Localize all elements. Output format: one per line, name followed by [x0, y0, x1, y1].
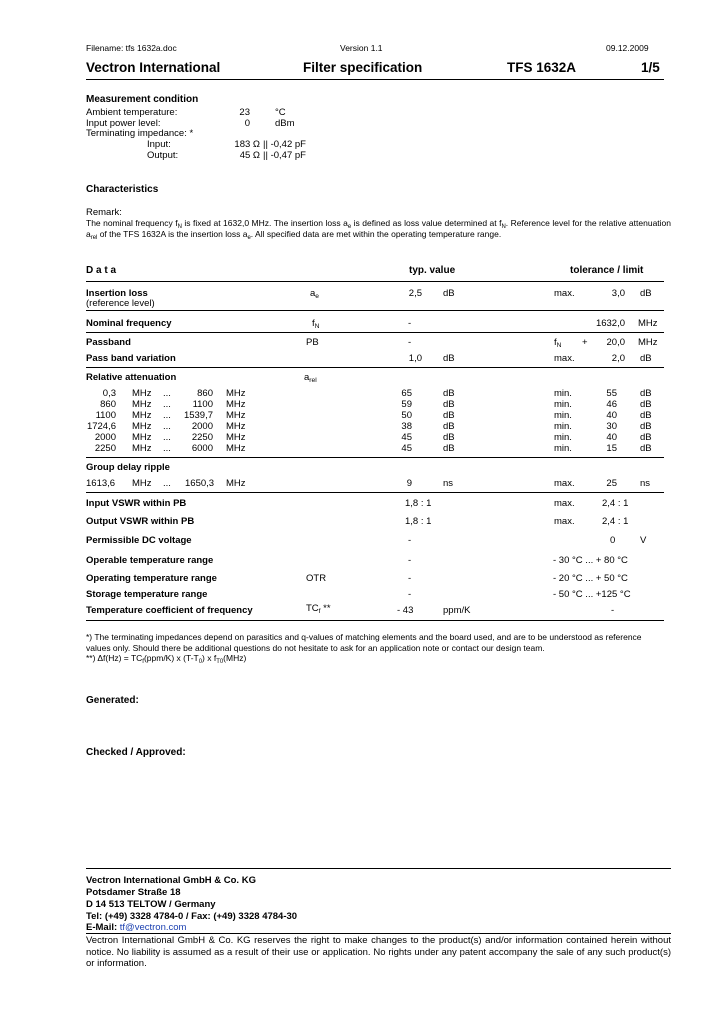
power-unit: dBm: [275, 118, 295, 129]
storage-temp-label: Storage temperature range: [86, 589, 208, 600]
nominal-frequency-symbol: $f_N$: [312, 318, 320, 330]
footnote-impedance: *) The terminating impedances depend on parasitics and q-values of matching elements and the board used, and are to be understood as reference values only. Should there be additional questions do not hesitate to ask for an application note or contact our design team.: [86, 632, 642, 653]
ambient-value: 23: [239, 107, 250, 118]
attenuation-to: 1539,7: [183, 410, 213, 421]
attenuation-from: 2250: [94, 443, 116, 454]
relative-attenuation-symbol: $a_{rel}$: [304, 372, 317, 384]
dc-voltage-unit: V: [640, 535, 647, 546]
group-delay-dots: ...: [163, 478, 171, 489]
attenuation-val: 55: [606, 388, 617, 399]
operable-temp-val: - 30 °C ... + 80 °C: [553, 555, 628, 566]
footer-phone: Tel: (+49) 3328 4784-0 / Fax: (+49) 3328 4784-30: [86, 911, 298, 922]
footer-email-line: E-Mail: tf@vectron.com: [86, 922, 187, 933]
attenuation-from: 1724,6: [86, 421, 116, 432]
attenuation-typ: 65: [401, 388, 412, 399]
attenuation-unit: dB: [443, 399, 455, 410]
footer-email-link[interactable]: tf@vectron.com: [119, 922, 187, 933]
page-number: 1/5: [641, 60, 660, 75]
passband-variation-unit: dB: [443, 353, 455, 364]
attenuation-u2: MHz: [226, 421, 246, 432]
temp-coefficient-label: Temperature coefficient of frequency: [86, 605, 253, 616]
attenuation-dots: ...: [163, 421, 171, 432]
output-vswr-label: Output VSWR within PB: [86, 516, 195, 527]
passband-variation-limval: 2,0: [611, 353, 625, 364]
output-vswr-val: 2,4 : 1: [602, 516, 629, 527]
footer-company: Vectron International GmbH & Co. KG: [86, 875, 256, 886]
operating-temp-symbol: OTR: [306, 573, 327, 584]
attenuation-lunit: dB: [640, 443, 652, 454]
attenuation-to: 2250: [191, 432, 213, 443]
attenuation-unit: dB: [443, 443, 455, 454]
insertion-loss-lim: max.: [554, 288, 575, 299]
temp-coefficient-val: -: [611, 605, 615, 616]
attenuation-unit: dB: [443, 432, 455, 443]
attenuation-dots: ...: [163, 410, 171, 421]
input-vswr-typ: 1,8 : 1: [405, 498, 432, 509]
attenuation-val: 46: [606, 399, 617, 410]
attenuation-to: 6000: [191, 443, 213, 454]
document-title: Filter specification: [303, 60, 423, 75]
passband-lim: $f_N$: [554, 337, 562, 349]
dc-voltage-typ: -: [408, 535, 412, 546]
group-delay-typ: 9: [406, 478, 412, 489]
generated-label: Generated:: [86, 695, 139, 706]
attenuation-from: 2000: [94, 432, 116, 443]
attenuation-u2: MHz: [226, 388, 246, 399]
group-delay-lim: max.: [554, 478, 575, 489]
temp-coefficient-symbol: $TC_f$ **: [306, 603, 331, 615]
attenuation-val: 30: [606, 421, 617, 432]
table-head-typ: typ. value: [409, 265, 456, 276]
passband-variation-limunit: dB: [640, 353, 652, 364]
group-delay-from: 1613,6: [86, 478, 116, 489]
version: Version 1.1: [340, 43, 383, 53]
passband-variation-label: Pass band variation: [86, 353, 176, 364]
attenuation-lim: min.: [554, 410, 572, 421]
group-delay-mhz1: MHz: [132, 478, 152, 489]
group-delay-limunit: ns: [640, 478, 651, 489]
attenuation-from: 860: [100, 399, 116, 410]
table-head-tolerance: tolerance / limit: [570, 265, 644, 276]
passband-variation-lim: max.: [554, 353, 575, 364]
company-name: Vectron International: [86, 60, 221, 75]
attenuation-u1: MHz: [132, 399, 152, 410]
passband-label: Passband: [86, 337, 131, 348]
output-vswr-lim: max.: [554, 516, 575, 527]
attenuation-u2: MHz: [226, 443, 246, 454]
attenuation-u1: MHz: [132, 421, 152, 432]
storage-temp-val: - 50 °C ... +125 °C: [553, 589, 631, 600]
term-label: Terminating impedance: *: [86, 128, 194, 139]
operating-temp-val: - 20 °C ... + 50 °C: [553, 573, 628, 584]
group-delay-unit: ns: [443, 478, 454, 489]
attenuation-to: 1100: [192, 399, 213, 410]
insertion-loss-limunit: dB: [640, 288, 652, 299]
insertion-loss-sub: (reference level): [86, 298, 155, 309]
attenuation-unit: dB: [443, 388, 455, 399]
filename: Filename: tfs 1632a.doc: [86, 43, 177, 53]
footer-city: D 14 513 TELTOW / Germany: [86, 899, 216, 910]
insertion-loss-symbol: $a_e$: [310, 288, 319, 300]
group-delay-mhz2: MHz: [226, 478, 246, 489]
input-capacitance: || -0,42 pF: [263, 139, 306, 150]
measurement-heading: Measurement condition: [86, 94, 199, 105]
remark-text: The nominal frequency $f_N$ is fixed at 1632,0 MHz. The insertion loss $a_e$ is defined as loss value determined at $f_N$. Reference level for the relative attenuation $a_{rel}$ of the TFS 1632A is the insertion loss $a_e$. All specified data are met within the operating temperature range.: [86, 218, 671, 241]
attenuation-lim: min.: [554, 432, 572, 443]
attenuation-dots: ...: [163, 432, 171, 443]
part-number: TFS 1632A: [507, 60, 577, 75]
input-vswr-val: 2,4 : 1: [602, 498, 629, 509]
checked-approved-label: Checked / Approved:: [86, 747, 186, 758]
output-vswr-typ: 1,8 : 1: [405, 516, 432, 527]
group-delay-limval: 25: [606, 478, 617, 489]
output-label: Output:: [147, 150, 179, 161]
attenuation-lunit: dB: [640, 410, 652, 421]
attenuation-typ: 45: [401, 432, 412, 443]
table-head-rule: [86, 281, 664, 282]
attenuation-u2: MHz: [226, 432, 246, 443]
group-delay-label: Group delay ripple: [86, 462, 170, 473]
attenuation-u1: MHz: [132, 388, 152, 399]
footer-street: Potsdamer Straße 18: [86, 887, 181, 898]
passband-plus: +: [582, 337, 588, 348]
nominal-frequency-limval: 1632,0: [595, 318, 625, 329]
insertion-loss-label: Insertion loss: [86, 288, 148, 299]
attenuation-unit: dB: [443, 421, 455, 432]
attenuation-typ: 59: [401, 399, 412, 410]
power-value: 0: [244, 118, 250, 129]
nominal-frequency-label: Nominal frequency: [86, 318, 172, 329]
passband-limunit: MHz: [638, 337, 658, 348]
power-label: Input power level:: [86, 118, 161, 129]
input-label: Input:: [147, 139, 171, 150]
ambient-unit: °C: [275, 107, 286, 118]
dc-voltage-label: Permissible DC voltage: [86, 535, 192, 546]
attenuation-lunit: dB: [640, 421, 652, 432]
ambient-label: Ambient temperature:: [86, 107, 178, 118]
operable-temp-typ: -: [408, 555, 412, 566]
attenuation-dots: ...: [163, 388, 171, 399]
temp-coefficient-unit: ppm/K: [443, 605, 471, 616]
passband-limval: 20,0: [606, 337, 625, 348]
attenuation-lunit: dB: [640, 432, 652, 443]
attenuation-from: 0,3: [102, 388, 116, 399]
footer-disclaimer: Vectron International GmbH & Co. KG reserves the right to make changes to the product(s) and/or information contained herein without notice. No liability is assumed as a result of their use or application. No rights under any patent accompany the sale of any such product(s) or information.: [86, 935, 671, 969]
attenuation-val: 40: [606, 432, 617, 443]
attenuation-to: 2000: [191, 421, 213, 432]
attenuation-typ: 38: [401, 421, 412, 432]
passband-symbol: PB: [306, 337, 319, 348]
header-rule: [86, 79, 664, 80]
characteristics-heading: Characteristics: [86, 184, 159, 195]
attenuation-u1: MHz: [132, 410, 152, 421]
attenuation-lim: min.: [554, 399, 572, 410]
footer-rule: [86, 868, 671, 869]
operable-temp-label: Operable temperature range: [86, 555, 214, 566]
attenuation-dots: ...: [163, 399, 171, 410]
attenuation-typ: 50: [401, 410, 412, 421]
attenuation-u1: MHz: [132, 432, 152, 443]
attenuation-to: 860: [197, 388, 213, 399]
attenuation-typ: 45: [401, 443, 412, 454]
passband-variation-typ: 1,0: [408, 353, 422, 364]
attenuation-u2: MHz: [226, 410, 246, 421]
table-head-data: D a t a: [86, 265, 117, 276]
attenuation-lim: min.: [554, 443, 572, 454]
nominal-frequency-limunit: MHz: [638, 318, 658, 329]
insertion-loss-limval: 3,0: [611, 288, 625, 299]
operating-temp-typ: -: [408, 573, 412, 584]
attenuation-lunit: dB: [640, 399, 652, 410]
group-delay-to: 1650,3: [185, 478, 215, 489]
attenuation-lim: min.: [554, 421, 572, 432]
passband-typ: -: [408, 337, 412, 348]
relative-attenuation-label: Relative attenuation: [86, 372, 177, 383]
nominal-frequency-typ: -: [408, 318, 412, 329]
insertion-loss-typ: 2,5: [408, 288, 422, 299]
remark-label: Remark:: [86, 207, 122, 218]
dc-voltage-val: 0: [610, 535, 616, 546]
attenuation-val: 15: [606, 443, 617, 454]
temp-coefficient-typ: - 43: [397, 605, 414, 616]
attenuation-lim: min.: [554, 388, 572, 399]
attenuation-dots: ...: [163, 443, 171, 454]
attenuation-u2: MHz: [226, 399, 246, 410]
output-impedance: 45 Ω: [239, 150, 260, 161]
footnote-tc-formula: **) $\Delta f(Hz) = TC_f(ppm/K)$ x $(T-T_0)$ x $f_{T0}(MHz)$: [86, 653, 247, 665]
header-date: 09.12.2009: [606, 43, 649, 53]
attenuation-from: 1100: [95, 410, 116, 421]
output-capacitance: || -0,47 pF: [263, 150, 306, 161]
input-vswr-lim: max.: [554, 498, 575, 509]
attenuation-unit: dB: [443, 410, 455, 421]
attenuation-lunit: dB: [640, 388, 652, 399]
input-impedance: 183 Ω: [234, 139, 260, 150]
operating-temp-label: Operating temperature range: [86, 573, 217, 584]
attenuation-u1: MHz: [132, 443, 152, 454]
attenuation-val: 40: [606, 410, 617, 421]
insertion-loss-unit: dB: [443, 288, 455, 299]
storage-temp-typ: -: [408, 589, 412, 600]
input-vswr-label: Input VSWR within PB: [86, 498, 187, 509]
